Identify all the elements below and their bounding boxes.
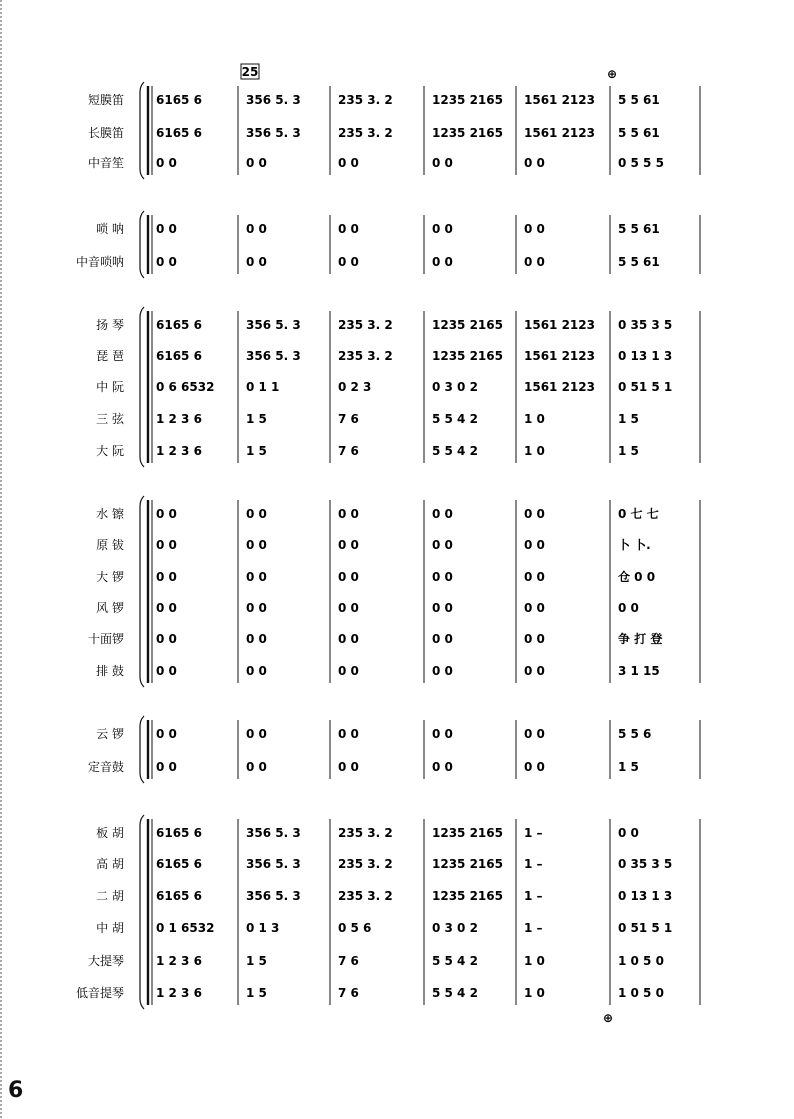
measure-notes: 0 0 [156, 507, 177, 521]
measure-notes: 0 0 [432, 632, 453, 646]
measure-notes: 5 5 4 2 [432, 412, 478, 426]
instrument-label: 云 锣 [96, 727, 124, 741]
instrument-label: 定音鼓 [87, 760, 124, 774]
measure-notes: 0 0 [246, 222, 267, 236]
measure-notes: 7 6 [338, 986, 359, 1000]
measure-notes: 1 2 3 6 [156, 444, 202, 458]
measure-notes: 5 5 61 [618, 222, 660, 236]
measure-notes: 卜 卜. [618, 538, 651, 552]
measure-notes: 0 0 [338, 760, 359, 774]
measure-notes: 0 5 6 [338, 921, 372, 935]
measure-notes: 1235 2165 [432, 318, 503, 332]
measure-notes: 0 0 [246, 156, 267, 170]
measure-notes: 0 0 [156, 760, 177, 774]
instrument-label: 原 钹 [96, 538, 124, 552]
instrument-label: 琵 琶 [96, 349, 124, 363]
measure-notes: 0 0 [432, 222, 453, 236]
measure-notes: 1 5 [246, 986, 267, 1000]
measure-notes: 1 0 [524, 954, 545, 968]
measure-notes: 356 5. 3 [246, 889, 301, 903]
instrument-label: 大提琴 [87, 954, 124, 968]
measure-notes: 1 2 3 6 [156, 986, 202, 1000]
measure-notes: 1561 2123 [524, 318, 595, 332]
measure-notes: 0 七 七 [618, 507, 659, 521]
measure-notes: 1 5 [246, 412, 267, 426]
group-bracket [140, 211, 144, 278]
instrument-label: 大 锣 [96, 570, 124, 584]
measure-notes: 235 3. 2 [338, 857, 393, 871]
measure-notes: 0 0 [432, 727, 453, 741]
measure-notes: 1 0 [524, 412, 545, 426]
measure-notes: 3 1 15 [618, 664, 660, 678]
measure-notes: 1 – [524, 826, 543, 840]
measure-notes: 0 13 1 3 [618, 349, 673, 363]
measure-notes: 1235 2165 [432, 349, 503, 363]
measure-notes: 0 3 0 2 [432, 380, 478, 394]
measure-notes: 0 0 [618, 826, 639, 840]
measure-notes: 1 2 3 6 [156, 954, 202, 968]
measure-notes: 0 0 [524, 222, 545, 236]
measure-notes: 0 0 [156, 664, 177, 678]
measure-notes: 6165 6 [156, 93, 202, 107]
instrument-label: 二 胡 [96, 889, 124, 903]
instrument-label: 中 阮 [96, 380, 124, 394]
measure-notes: 1561 2123 [524, 349, 595, 363]
measure-notes: 0 0 [338, 507, 359, 521]
measure-notes: 7 6 [338, 444, 359, 458]
measure-notes: 6165 6 [156, 349, 202, 363]
measure-notes: 6165 6 [156, 126, 202, 140]
measure-notes: 5 5 61 [618, 255, 660, 269]
measure-notes: 1 5 [246, 444, 267, 458]
measure-notes: 356 5. 3 [246, 826, 301, 840]
measure-notes: 0 0 [156, 727, 177, 741]
measure-notes: 6165 6 [156, 826, 202, 840]
measure-notes: 0 13 1 3 [618, 889, 673, 903]
instrument-label: 板 胡 [96, 826, 124, 840]
measure-notes: 0 0 [338, 570, 359, 584]
instrument-label: 扬 琴 [96, 318, 124, 332]
measure-notes: 0 0 [524, 570, 545, 584]
measure-notes: 7 6 [338, 954, 359, 968]
measure-notes: 1235 2165 [432, 857, 503, 871]
measure-notes: 5 5 4 2 [432, 986, 478, 1000]
measure-notes: 356 5. 3 [246, 126, 301, 140]
instrument-label: 十面锣 [87, 632, 124, 646]
measure-notes: 1561 2123 [524, 93, 595, 107]
measure-notes: 0 51 5 1 [618, 380, 673, 394]
measure-notes: 1235 2165 [432, 126, 503, 140]
group-bracket [140, 815, 144, 1009]
measure-notes: 0 0 [156, 570, 177, 584]
measure-notes: 5 5 4 2 [432, 954, 478, 968]
instrument-label: 中音笙 [87, 156, 124, 170]
measure-notes: 0 0 [524, 507, 545, 521]
measure-notes: 1 – [524, 889, 543, 903]
measure-notes: 1561 2123 [524, 126, 595, 140]
rehearsal-mark: 25 [241, 65, 259, 79]
measure-notes: 0 0 [618, 601, 639, 615]
measure-notes: 0 0 [156, 632, 177, 646]
instrument-label: 中音唢呐 [75, 255, 124, 269]
measure-notes: 0 0 [156, 601, 177, 615]
measure-notes: 1 5 [246, 954, 267, 968]
measure-notes: 0 0 [338, 664, 359, 678]
measure-notes: 1 2 3 6 [156, 412, 202, 426]
measure-notes: 235 3. 2 [338, 889, 393, 903]
measure-notes: 1 0 5 0 [618, 954, 664, 968]
instrument-label: 短膜笛 [87, 93, 124, 107]
segno-icon: ⊕ [606, 67, 618, 81]
measure-notes: 6165 6 [156, 889, 202, 903]
measure-notes: 0 0 [246, 760, 267, 774]
instrument-label: 大 阮 [96, 444, 124, 458]
measure-notes: 0 0 [246, 727, 267, 741]
measure-notes: 1235 2165 [432, 93, 503, 107]
measure-notes: 1 – [524, 857, 543, 871]
measure-notes: 356 5. 3 [246, 349, 301, 363]
segno-icon: ⊕ [602, 1011, 614, 1025]
measure-notes: 0 2 3 [338, 380, 372, 394]
measure-notes: 0 0 [524, 727, 545, 741]
measure-notes: 0 0 [246, 255, 267, 269]
measure-notes: 0 0 [432, 760, 453, 774]
measure-notes: 5 5 61 [618, 93, 660, 107]
measure-notes: 0 0 [432, 507, 453, 521]
measure-notes: 0 0 [432, 255, 453, 269]
measure-notes: 235 3. 2 [338, 318, 393, 332]
measure-notes: 0 35 3 5 [618, 318, 673, 332]
measure-notes: 0 1 6532 [156, 921, 215, 935]
instrument-label: 水 镲 [96, 507, 124, 521]
measure-notes: 0 3 0 2 [432, 921, 478, 935]
measure-notes: 0 0 [338, 727, 359, 741]
measure-notes: 仓 0 0 [618, 570, 656, 584]
instrument-label: 排 鼓 [96, 664, 124, 678]
measure-notes: 235 3. 2 [338, 126, 393, 140]
measure-notes: 0 0 [524, 601, 545, 615]
measure-notes: 0 0 [246, 632, 267, 646]
instrument-label: 唢 呐 [96, 222, 124, 236]
group-bracket [140, 82, 144, 179]
measure-notes: 0 0 [524, 664, 545, 678]
measure-notes: 0 0 [156, 156, 177, 170]
measure-notes: 0 0 [156, 538, 177, 552]
measure-notes: 0 0 [432, 538, 453, 552]
measure-notes: 0 1 1 [246, 380, 280, 394]
measure-notes: 356 5. 3 [246, 857, 301, 871]
measure-notes: 0 0 [524, 538, 545, 552]
instrument-label: 风 锣 [96, 601, 124, 615]
measure-notes: 0 0 [246, 601, 267, 615]
measure-notes: 6165 6 [156, 318, 202, 332]
measure-notes: 1 5 [618, 412, 639, 426]
measure-notes: 0 0 [338, 255, 359, 269]
measure-notes: 0 0 [432, 570, 453, 584]
measure-notes: 争 打 登 [618, 632, 663, 646]
measure-notes: 0 0 [246, 570, 267, 584]
measure-notes: 0 0 [246, 664, 267, 678]
group-bracket [140, 496, 144, 687]
measure-notes: 1235 2165 [432, 826, 503, 840]
measure-notes: 0 0 [524, 760, 545, 774]
measure-notes: 1 0 [524, 986, 545, 1000]
measure-notes: 356 5. 3 [246, 93, 301, 107]
page-number: 6 [8, 1078, 24, 1103]
measure-notes: 0 0 [338, 538, 359, 552]
measure-notes: 1 5 [618, 444, 639, 458]
measure-notes: 0 35 3 5 [618, 857, 673, 871]
measure-notes: 7 6 [338, 412, 359, 426]
measure-notes: 0 0 [432, 156, 453, 170]
measure-notes: 0 0 [338, 632, 359, 646]
measure-notes: 0 0 [432, 601, 453, 615]
measure-notes: 5 5 61 [618, 126, 660, 140]
measure-notes: 235 3. 2 [338, 93, 393, 107]
measure-notes: 0 1 3 [246, 921, 280, 935]
instrument-label: 中 胡 [96, 921, 124, 935]
measure-notes: 0 0 [156, 255, 177, 269]
measure-notes: 1 5 [618, 760, 639, 774]
instrument-label: 三 弦 [96, 412, 124, 426]
measure-notes: 1 – [524, 921, 543, 935]
measure-notes: 235 3. 2 [338, 349, 393, 363]
measure-notes: 0 0 [524, 632, 545, 646]
group-bracket [140, 307, 144, 467]
instrument-label: 低音提琴 [75, 986, 124, 1000]
measure-notes: 1561 2123 [524, 380, 595, 394]
measure-notes: 235 3. 2 [338, 826, 393, 840]
measure-notes: 0 0 [338, 601, 359, 615]
measure-notes: 1 0 [524, 444, 545, 458]
measure-notes: 0 0 [246, 507, 267, 521]
instrument-label: 长膜笛 [87, 126, 124, 140]
instrument-label: 高 胡 [96, 857, 124, 871]
measure-notes: 1 0 5 0 [618, 986, 664, 1000]
measure-notes: 0 0 [524, 156, 545, 170]
measure-notes: 6165 6 [156, 857, 202, 871]
measure-notes: 1235 2165 [432, 889, 503, 903]
measure-notes: 0 0 [432, 664, 453, 678]
measure-notes: 0 0 [338, 222, 359, 236]
measure-notes: 0 0 [246, 538, 267, 552]
measure-notes: 5 5 4 2 [432, 444, 478, 458]
measure-notes: 356 5. 3 [246, 318, 301, 332]
measure-notes: 0 51 5 1 [618, 921, 673, 935]
group-bracket [140, 716, 144, 783]
measure-notes: 5 5 6 [618, 727, 652, 741]
measure-notes: 0 0 [338, 156, 359, 170]
measure-notes: 0 5 5 5 [618, 156, 664, 170]
measure-notes: 0 6 6532 [156, 380, 215, 394]
measure-notes: 0 0 [156, 222, 177, 236]
measure-notes: 0 0 [524, 255, 545, 269]
